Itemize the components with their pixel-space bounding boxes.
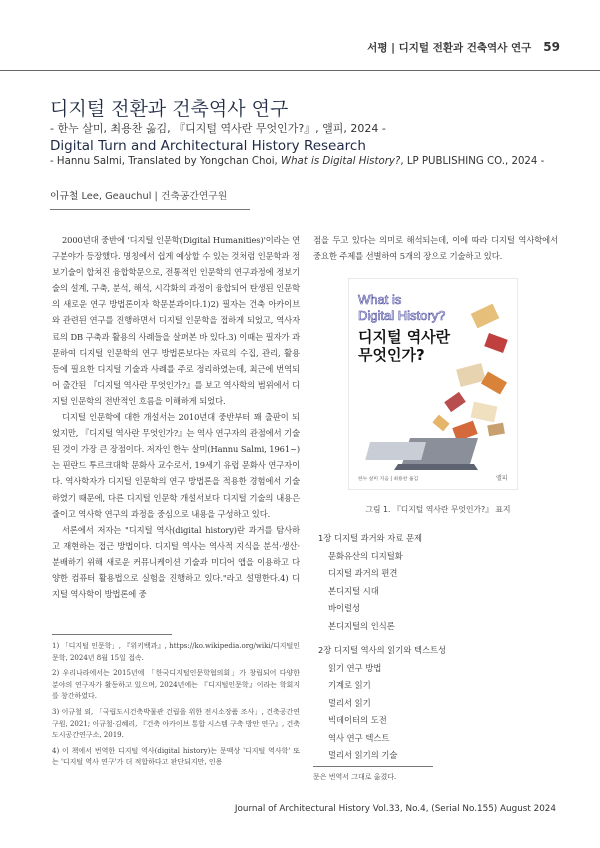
- cover-byline: 한누 살미 지음 | 최용찬 옮김: [358, 477, 419, 482]
- chapter-title: 2장 디지털 역사의 읽기와 텍스트성: [318, 645, 447, 655]
- article-title-ko: 디지털 전환과 건축역사 연구: [50, 98, 289, 120]
- chapter-item: 멀리서 읽기: [328, 697, 371, 708]
- chapter-item: 읽기 연구 방법: [328, 662, 382, 673]
- cover-title-en-2: Digital History?: [358, 308, 446, 323]
- cover-title-en-1: What is: [358, 292, 402, 307]
- body-left-column: [52, 232, 300, 602]
- journal-footer: Journal of Architectural History Vol.33, No.4, (Serial No.155) August 2024: [234, 804, 556, 814]
- footnotes: [52, 641, 300, 773]
- footnote-rule: [52, 634, 172, 635]
- book-cover-figure: [348, 278, 518, 490]
- cover-title-ko-2: 무엇인가?: [358, 346, 425, 364]
- paragraph: 점을 두고 있다는 의미로 해석되는데, 이에 따라 디지털 역사학에서 중요한 주제를 선별하여 5개의 장으로 기술하고 있다.: [313, 235, 558, 262]
- chapter-item: 본디지털의 인식론: [328, 620, 395, 631]
- chapter-item: 빅데이터의 도전: [328, 715, 387, 725]
- book-cover-image: [348, 278, 518, 490]
- chapter-item: 기계로 읽기: [328, 680, 371, 690]
- footnote-rule-right: [313, 766, 433, 767]
- chapter-title: 1장 디지털 과거와 자료 문제: [318, 533, 422, 543]
- chapter-item: 본디지털 시대: [328, 585, 379, 596]
- paragraph: 디지털 인문학에 대한 개설서는 2010년대 중반부터 꽤 출판이 되었지만, 『디지털 역사란 무엇인가?』는 역사 연구자의 관점에서 기술된 것이 가장 큰 장점이다. 저자인 한누 살미(Hannu Salmi, 1961~)는 핀란드 투르크대학 문화사 교수로서, 19세기 유럽 문화사 연구자이다. 역사학자가 디지털 인문학의 연구 방법론을 적용한 경험에서 기술하였기 때문에, 다른 디지털 인문학 개설서보다 디지털 기술의 내용은 줄이고 역사학 연구의 과정을 중심으로 내용을 구성하고 있다.: [52, 412, 300, 519]
- article-subtitle-ko: - 한누 살미, 최용찬 옮김, 『디지털 역사란 무엇인가?』, 앨피, 2024 -: [50, 122, 386, 135]
- footnote-continuation: 문은 번역서 그대로 옮겼다.: [313, 773, 397, 781]
- chapter-item: 바이럴성: [328, 603, 361, 613]
- cover-publisher: 앨피: [496, 475, 508, 482]
- body-right-column: [313, 232, 558, 264]
- chapter-list: [318, 530, 446, 765]
- author-name-ko: 이규철: [50, 191, 79, 202]
- author-line: [50, 188, 227, 202]
- chapter-item: 멀리서 읽기의 기술: [328, 750, 398, 760]
- footnote: 4) 이 책에서 번역한 디지털 역사(digital history)는 문맥상 '디지털 역사학' 또는 '디지털 역사 연구'가 더 적합하다고 판단되지만, 인용: [52, 746, 300, 767]
- footnote: 3) 이규철 외, 「국립도시건축박물관 건립을 위한 전시소장품 조사」, 건축공간연구원, 2021; 이규철·김혜리, 『건축 아카이브 통합 시스템 구축 방안 연구』, 건축도시공간연구소, 2019.: [52, 707, 300, 740]
- cover-title-ko-1: 디지털 역사란: [358, 328, 451, 346]
- header-rule: [0, 70, 600, 71]
- footnote: 2) 우리나라에서는 2015년에 「한국디지털인문학협의회」가 창립되어 다양한 분야의 연구자가 활동하고 있으며, 2024년에는 『디지털인문학』이라는 학회지를 창간하였다.: [52, 669, 300, 701]
- author-affiliation: Lee, Geauchul | 건축공간연구원: [78, 191, 228, 202]
- article-title-en: Digital Turn and Architectural History Research: [50, 138, 366, 154]
- chapter-item: 디지털 과거의 편견: [328, 568, 398, 578]
- subtitle-en-part-a: - Hannu Salmi, Translated by Yongchan Choi,: [50, 156, 282, 167]
- paragraph: 2000년대 중반에 '디지털 인문학(Digital Humanities)'이라는 연구분야가 등장했다. 명칭에서 쉽게 예상할 수 있는 것처럼 인문학과 정보기술이 합쳐진 융합학문으로, 전통적인 인문학의 연구과정에 정보기술의 설계, 구축, 분석, 해석, 시각화의 과정이 융합되어 탄생된 인문학의 새로운 연구 방법론이자 학문분과이다.1)2) 필자는 건축 아카이브와 관련된 연구를 진행하면서 디지털 인문학을 접하게 되었고, 역사자료의 DB 구축과 활용의 사례들을 살펴본 바 있다.3) 이때는 필자가 과문하여 디지털 인문학의 연구 방법론보다는 자료의 수집, 관리, 활용 등에 필요한 디지털 기술과 사례를 주로 정리하였는데, 최근에 번역되어 출간된 『디지털 역사란 무엇인가?』를 보고 역사학의 범위에서 디지털 인문학의 전반적인 흐름을 이해하게 되었다.: [52, 235, 300, 406]
- article-subtitle-en: [50, 156, 544, 167]
- figure-caption: 그림 1. 『디지털 역사란 무엇인가?』 표지: [365, 505, 511, 514]
- author-rule: [50, 209, 250, 210]
- footnote: 1) 「디지털 인문학」, 『위키백과』, https://ko.wikipedia.org/wiki/디지털인문학, 2024년 8월 15일 접속.: [52, 642, 300, 662]
- running-header: [367, 40, 560, 55]
- subtitle-en-book-title: What is Digital History?: [281, 156, 401, 167]
- paragraph: 서론에서 저자는 "디지털 역사(digital history)란 과거를 탐사하고 재현하는 접근 방법이다. 디지털 역사는 역사적 지식을 분석·생산·분배하기 위해 새로운 커뮤니케이션 기술과 미디어 앱을 이용하고 다양한 컴퓨터 활용법으로 실험을 진행하고 있다."라고 설명한다.4) 디지털 역사학이 방법론에 중: [52, 524, 300, 600]
- chapter-item: 역사 연구 텍스트: [328, 732, 390, 743]
- page-number: 59: [543, 40, 560, 54]
- chapter-item: 문화유산의 디지털화: [328, 550, 403, 561]
- subtitle-en-part-b: , LP PUBLISHING CO., 2024 -: [400, 156, 545, 167]
- running-title: 서평 | 디지털 전환과 건축역사 연구: [367, 42, 532, 54]
